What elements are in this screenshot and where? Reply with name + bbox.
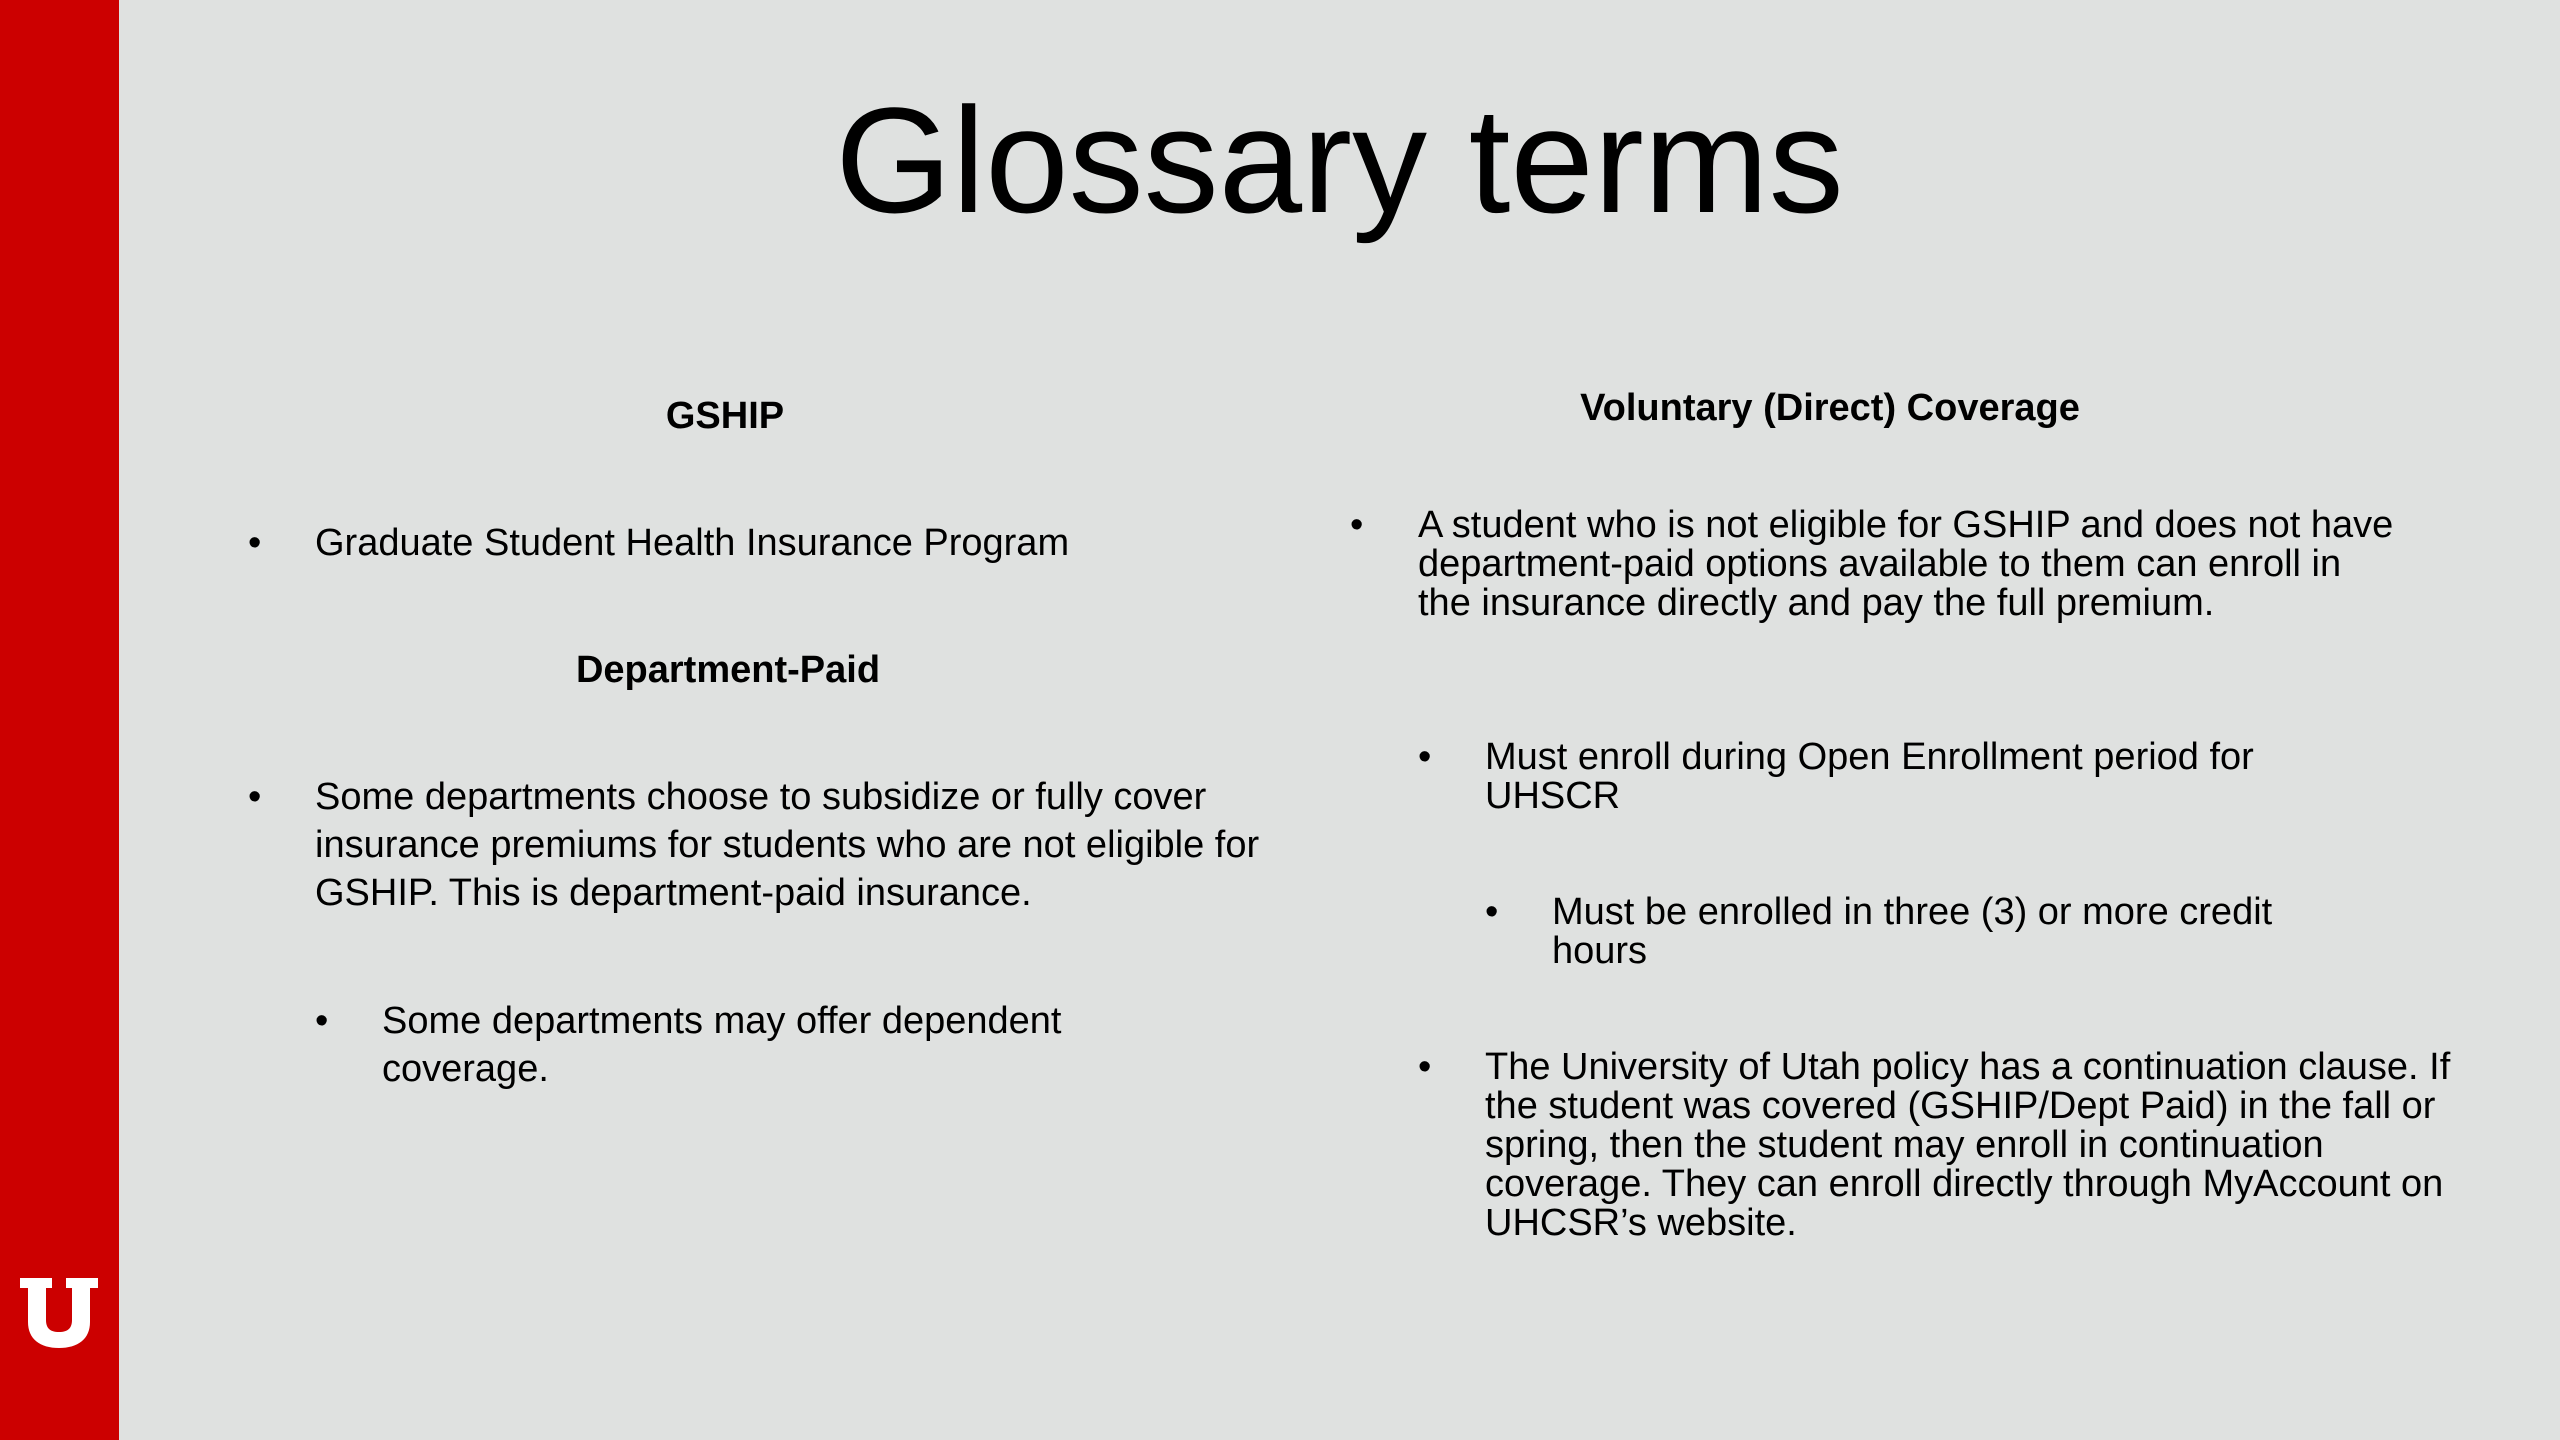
open-enrollment-bullet: Must enroll during Open Enrollment period for UHSCR: [1485, 736, 2254, 817]
bullet-dot: •: [1485, 891, 1499, 933]
bullet-dot: •: [248, 522, 262, 564]
credit-hours-bullet: Must be enrolled in three (3) or more credit hours: [1552, 891, 2273, 972]
department-paid-heading: Department-Paid: [575, 649, 881, 691]
voluntary-coverage-heading: Voluntary (Direct) Coverage: [1580, 387, 2080, 429]
voluntary-coverage-definition-bullet: A student who is not eligible for GSHIP and does not have department-paid options available to them can enroll in the insurance directly and pay the full premium.: [1418, 504, 2394, 624]
bullet-dot: •: [1350, 504, 1364, 546]
bullet-dot: •: [1418, 1046, 1432, 1088]
continuation-clause-bullet: The University of Utah policy has a continuation clause. If the student was covered (GSHIP/Dept Paid) in the fall or spring, then the student may enroll in continuation coverage. They can enroll directly through MyAccount on UHCSR’s website.: [1485, 1046, 2451, 1244]
university-u-logo-icon: [20, 1278, 98, 1348]
slide-title: Glossary terms: [835, 76, 1844, 244]
gship-definition-bullet: Graduate Student Health Insurance Program: [315, 522, 1070, 564]
bullet-dot: •: [1418, 736, 1432, 778]
gship-heading: GSHIP: [665, 395, 785, 437]
bullet-dot: •: [248, 776, 262, 818]
dependent-coverage-bullet: Some departments may offer dependent coverage.: [382, 1000, 1062, 1090]
bullet-dot: •: [315, 1000, 329, 1042]
brand-side-bar: [0, 0, 119, 1440]
department-paid-definition-bullet: Some departments choose to subsidize or fully cover insurance premiums for students who are not eligible for GSHIP. This is department-paid insurance.: [315, 776, 1260, 914]
